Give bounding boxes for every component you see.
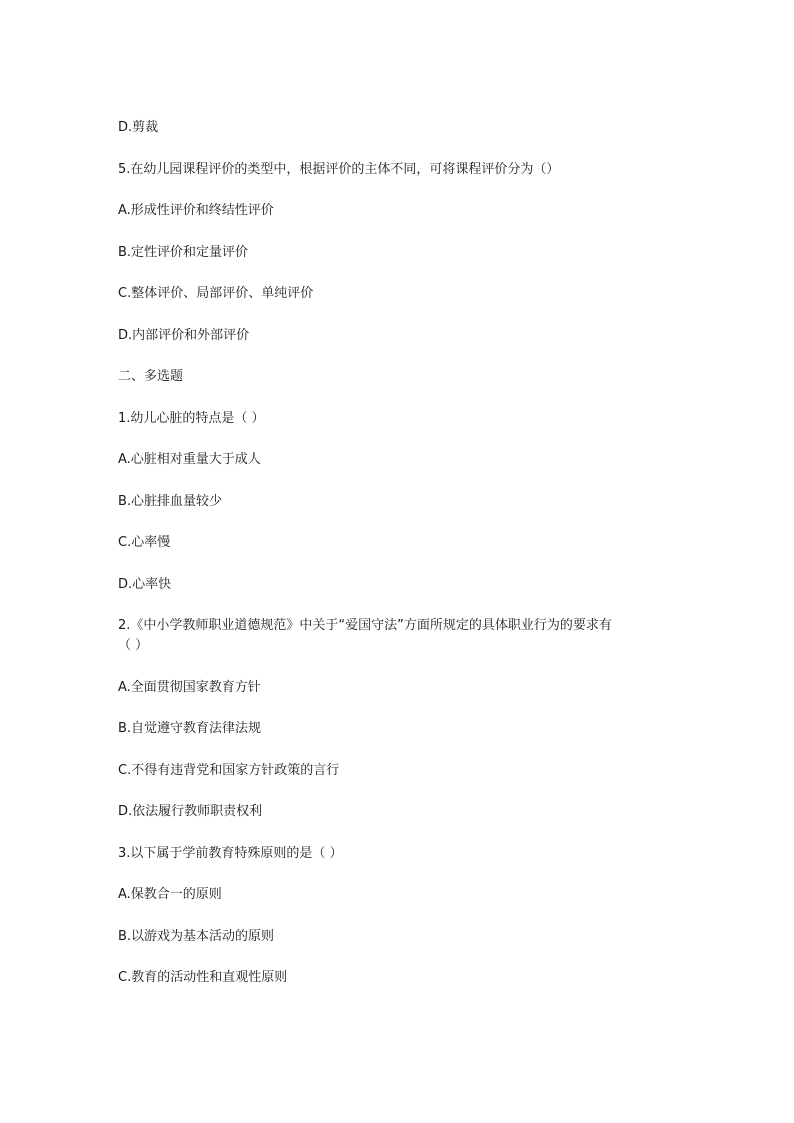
- mc-question-1-option-b: B.心脏排血量较少: [118, 493, 223, 509]
- question-5-stem: 5.在幼儿园课程评价的类型中，根据评价的主体不同，可将课程评价分为（）: [118, 161, 560, 177]
- question-5-option-d: D.内部评价和外部评价: [118, 327, 250, 343]
- mc-question-1-option-a: A.心脏相对重量大于成人: [118, 452, 261, 467]
- mc-question-2-option-a: A.全面贯彻国家教育方针: [118, 679, 261, 695]
- mc-question-3-stem: 3.以下属于学前教育特殊原则的是（ ）: [118, 845, 343, 861]
- mc-question-2-stem: 2.《中小学教师职业道德规范》中关于“爱国守法”方面所规定的具体职业行为的要求有: [118, 618, 612, 633]
- mc-question-1-option-c: C.心率慢: [118, 535, 171, 550]
- mc-question-2-option-c: C.不得有违背党和国家方针政策的言行: [118, 762, 340, 778]
- question-5-option-a: A.形成性评价和终结性评价: [118, 203, 274, 218]
- mc-question-1-stem: 1.幼儿心脏的特点是（ ）: [118, 410, 265, 426]
- question-5-option-b: B.定性评价和定量评价: [118, 244, 249, 260]
- mc-question-3-option-c: C.教育的活动性和直观性原则: [118, 970, 288, 985]
- mc-question-2-stem-continued: （ ）: [118, 638, 149, 653]
- mc-question-2-option-b: B.自觉遵守教育法律法规: [118, 721, 262, 736]
- mc-question-3-option-a: A.保教合一的原则: [118, 887, 222, 902]
- question-5-option-c: C.整体评价、局部评价、单纯评价: [118, 286, 314, 301]
- option-d-prev: D.剪裁: [118, 120, 159, 135]
- document-page: [118, 118, 678, 988]
- section-heading-multiple-choice: 二、多选题: [118, 369, 184, 384]
- mc-question-2-option-d: D.依法履行教师职责权利: [118, 804, 263, 819]
- mc-question-3-option-b: B.以游戏为基本活动的原则: [118, 928, 275, 944]
- mc-question-1-option-d: D.心率快: [118, 576, 172, 592]
